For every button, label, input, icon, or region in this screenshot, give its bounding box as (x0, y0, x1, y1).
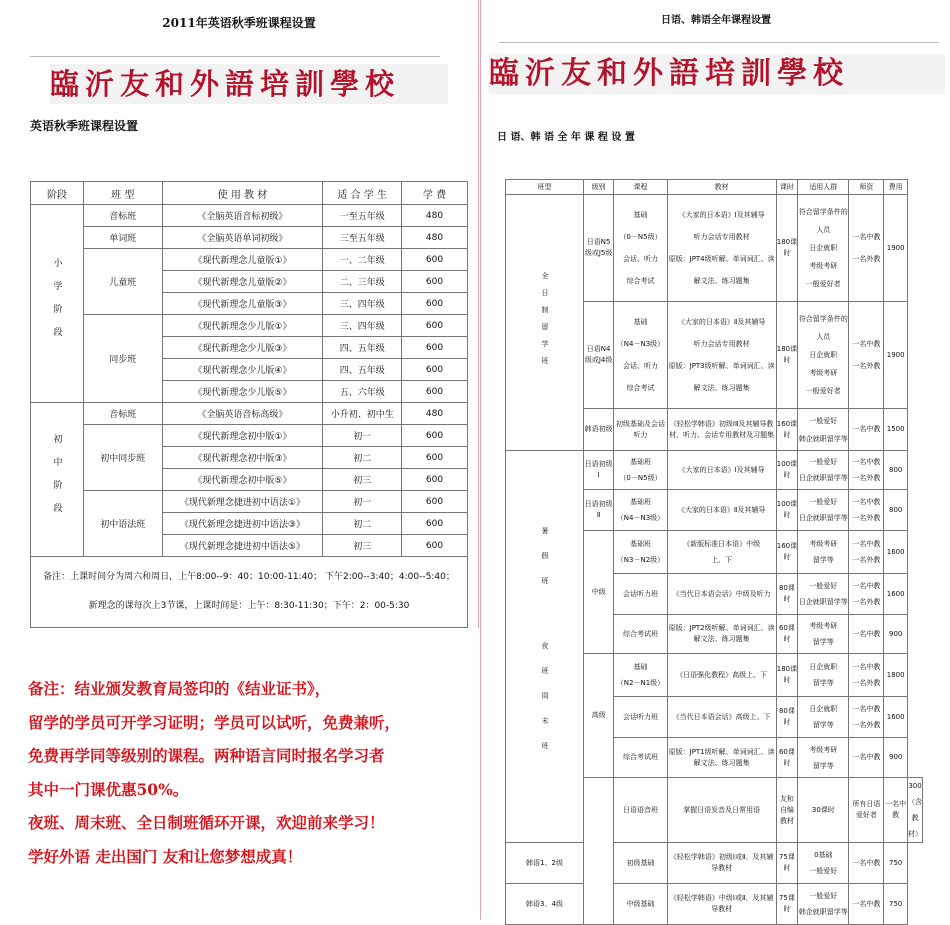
table-row (506, 843, 923, 884)
book-cell: 原版：JPT1级听解、单词词汇、读解文法、练习题集 (667, 738, 776, 778)
level-cell: 日语初级Ⅰ (584, 451, 614, 490)
course-cell: 掌握日语发音及日常用语 (667, 778, 776, 843)
course-cell: 基础 （N4－N3级） 会话、听力 综合考试 (614, 302, 668, 409)
type-cell: 儿童班 (84, 249, 163, 315)
col-type: 班 型 (84, 182, 163, 205)
grade-cell: 四、五年级 (323, 337, 402, 359)
fee-cell: 600 (402, 535, 468, 557)
people-cell: 考级考研 留学等 (798, 738, 849, 778)
table-row (31, 205, 468, 227)
schedule-note (31, 557, 468, 628)
level-cell: 日语N5级或J5级 (584, 195, 614, 302)
people-cell: 一般爱好 韩企就职留学等 (798, 884, 849, 925)
hours-cell: 100课时 (776, 451, 798, 490)
grade-cell: 初一 (323, 425, 402, 447)
class-type-cell: 全日制留学班 (506, 195, 584, 451)
table-row (31, 249, 468, 271)
level-cell: 高级 (584, 654, 614, 778)
fee-cell: 600 (402, 381, 468, 403)
grade-cell: 初一 (323, 491, 402, 513)
english-course-panel (0, 0, 479, 628)
people-cell: 所有日语爱好者 (849, 778, 884, 843)
fee-cell: 600 (402, 469, 468, 491)
book-cell: 《轻松学韩语》中级Ⅰ或Ⅱ、及其辅导教材 (667, 884, 776, 925)
fee-cell: 1800 (884, 654, 908, 697)
book-cell: 《现代新理念捷进初中语法③》 (162, 513, 323, 535)
teacher-cell: 一名中教 一名外教 (849, 574, 884, 615)
fee-cell: 480 (402, 205, 468, 227)
level-cell: 日语N4级或J4级 (584, 302, 614, 409)
table-header-row (31, 182, 468, 205)
course-cell: 基础班 （0－N5级） (614, 451, 668, 490)
teacher-cell: 一名中教 (849, 615, 884, 654)
fee-cell: 800 (884, 490, 908, 531)
fee-cell: 600 (402, 337, 468, 359)
level-cell: 韩语初级 (584, 409, 614, 451)
left-divider (30, 56, 440, 57)
people-cell: 符合留学条件的人员 日企就职 考级考研 一般爱好者 (798, 302, 849, 409)
japanese-korean-table (505, 179, 923, 925)
fee-cell: 600 (402, 249, 468, 271)
course-cell: 基础班 （N3－N2级） (614, 531, 668, 574)
hours-cell: 75课时 (776, 884, 798, 925)
grade-cell: 初二 (323, 513, 402, 535)
grade-cell: 一、二年级 (323, 249, 402, 271)
fee-cell: 1600 (884, 531, 908, 574)
left-section-title: 英语秋季班课程设置 (30, 119, 139, 133)
fee-cell: 600 (402, 491, 468, 513)
fee-cell: 480 (402, 227, 468, 249)
fee-cell: 1600 (884, 574, 908, 615)
col-grade: 适 合 学 生 (323, 182, 402, 205)
teacher-cell: 一名中教 一名外教 (849, 302, 884, 409)
type-cell: 初中同步班 (84, 425, 163, 491)
promo-line: 其中一门课优惠50%。 (28, 779, 189, 799)
fee-cell: 1500 (884, 409, 908, 451)
class-type-cell (506, 451, 584, 843)
course-cell: 初级基础及会话听力 (614, 409, 668, 451)
book-cell: 《现代新理念初中版①》 (162, 425, 323, 447)
class-type-cell (584, 778, 614, 925)
grade-cell: 五、六年级 (323, 381, 402, 403)
type-cell: 音标班 (84, 403, 163, 425)
people-cell: 日企就职 留学等 (798, 697, 849, 738)
level-cell: 日语初级Ⅱ (584, 490, 614, 531)
teacher-cell: 一名中教 (884, 778, 908, 843)
fee-cell: 600 (402, 315, 468, 337)
table-row (506, 884, 923, 925)
promo-line: 学好外语 走出国门 友和让您梦想成真！ (28, 846, 303, 866)
type-cell: 单词班 (84, 227, 163, 249)
book-cell: 《现代新理念捷进初中语法⑤》 (162, 535, 323, 557)
fee-cell: 800 (884, 451, 908, 490)
book-cell: 《大家的日本语》Ⅱ及其辅导 (667, 490, 776, 531)
people-cell: 符合留学条件的人员 日企就职 考级考研 一般爱好者 (798, 195, 849, 302)
table-row (31, 491, 468, 513)
book-cell: 《现代新理念儿童版③》 (162, 293, 323, 315)
hours-cell: 80课时 (776, 697, 798, 738)
fee-cell: 300 （含教材） (908, 778, 923, 843)
stage-cell: 小学阶段 (31, 205, 84, 403)
table-row (31, 425, 468, 447)
book-cell: 《大家的日本语》Ⅱ及其辅导 听力会话专用教材 原版：JPT3级听解、单词词汇、读解文法、练习题集 (667, 302, 776, 409)
grade-cell: 四、五年级 (323, 359, 402, 381)
teacher-cell: 一名中教 一名外教 (849, 195, 884, 302)
promo-line: 备注：结业颁发教育局签印的《结业证书》， (28, 679, 331, 698)
level-cell: 日语语音班 (614, 778, 668, 843)
right-section-title: 日 语、韩 语 全 年 课 程 设 置 (497, 132, 635, 143)
grade-cell: 三、四年级 (323, 293, 402, 315)
fee-cell: 600 (402, 293, 468, 315)
fee-cell: 1900 (884, 195, 908, 302)
hours-cell: 60课时 (776, 615, 798, 654)
teacher-cell: 一名中教 (849, 843, 884, 884)
col-stage: 阶段 (31, 182, 84, 205)
book-cell: 《现代新理念少儿版①》 (162, 315, 323, 337)
type-cell: 同步班 (84, 315, 163, 403)
type-cell: 初中语法班 (84, 491, 163, 557)
table-row (31, 315, 468, 337)
hours-cell: 160课时 (776, 409, 798, 451)
grade-cell: 二、三年级 (323, 271, 402, 293)
grade-cell: 三、四年级 (323, 315, 402, 337)
book-cell: 《大家的日本语》Ⅰ及其辅导 听力会话专用教材 原版：JPT4级听解、单词词汇、读解文法、练习题集 (667, 195, 776, 302)
type-cell: 音标班 (84, 205, 163, 227)
level-cell: 中级 (584, 531, 614, 654)
col-class-type: 班型 (506, 180, 584, 195)
table-row (506, 195, 923, 302)
hours-cell: 180课时 (776, 195, 798, 302)
teacher-cell: 一名中教 一名外教 (849, 697, 884, 738)
hours-cell: 30课时 (798, 778, 849, 843)
promo-line: 夜班、周末班、全日制班循环开课，欢迎前来学习！ (28, 813, 385, 832)
people-cell: 0基础 一般爱好 (798, 843, 849, 884)
table-row (31, 403, 468, 425)
book-cell: 友和自编教材 (776, 778, 798, 843)
col-fee: 费用 (884, 180, 908, 195)
course-cell: 综合考试班 (614, 738, 668, 778)
book-cell: 《现代新理念儿童版②》 (162, 271, 323, 293)
book-cell: 《轻松学韩语》初级ⅠⅡ及其辅导教材、听力、会话专用教材及习题集 (667, 409, 776, 451)
fee-cell: 600 (402, 425, 468, 447)
fee-cell: 1900 (884, 302, 908, 409)
col-book: 使 用 教 材 (162, 182, 323, 205)
book-cell: 《现代新理念初中版③》 (162, 447, 323, 469)
fee-cell: 480 (402, 403, 468, 425)
hours-cell: 60课时 (776, 738, 798, 778)
book-cell: 《现代新理念初中版⑤》 (162, 469, 323, 491)
people-cell: 一般爱好 日企就职留学等 (798, 574, 849, 615)
course-cell: 基础班 （N4－N3级） (614, 490, 668, 531)
teacher-cell: 一名中教 (849, 738, 884, 778)
grade-cell: 初三 (323, 535, 402, 557)
promo-line: 免费再学同等级别的课程。两种语言同时报名学习者 (28, 746, 385, 765)
people-cell: 一般爱好 日企就职留学等 (798, 490, 849, 531)
col-hours: 课时 (776, 180, 798, 195)
hours-cell: 80课时 (776, 574, 798, 615)
hours-cell: 160课时 (776, 531, 798, 574)
book-cell: 《新版标准日本语》中级 上、下 (667, 531, 776, 574)
book-cell: 《当代日本语会话》高级上、下 (667, 697, 776, 738)
col-teacher: 师资 (849, 180, 884, 195)
fee-cell: 600 (402, 359, 468, 381)
school-banner-left: 臨沂友和外語培訓學校 (50, 64, 448, 104)
book-cell: 《现代新理念少儿版④》 (162, 359, 323, 381)
level-cell: 韩语1、2级 (506, 843, 584, 884)
teacher-cell: 一名中教 一名外教 (849, 490, 884, 531)
book-cell: 原版：JPT2级听解、单词词汇、读解文法、练习题集 (667, 615, 776, 654)
teacher-cell: 一名中教 (849, 884, 884, 925)
teacher-cell: 一名中教 一名外教 (849, 451, 884, 490)
grade-cell: 一至五年级 (323, 205, 402, 227)
people-cell: 考级考研 留学等 (798, 615, 849, 654)
right-divider (499, 42, 939, 43)
people-cell: 一般爱好 日企就职留学等 (798, 451, 849, 490)
grade-cell: 初三 (323, 469, 402, 491)
course-cell: 综合考试班 (614, 615, 668, 654)
hours-cell: 75课时 (776, 843, 798, 884)
night-weekend-label: 夜班周末班 (541, 641, 549, 767)
book-cell: 《现代新理念捷进初中语法①》 (162, 491, 323, 513)
book-cell: 《当代日本语会话》中级及听力 (667, 574, 776, 615)
fee-cell: 900 (884, 738, 908, 778)
people-cell: 考级考研 留学等 (798, 531, 849, 574)
fee-cell: 600 (402, 447, 468, 469)
book-cell: 《全脑英语音标初级》 (162, 205, 323, 227)
fee-cell: 750 (884, 843, 908, 884)
col-course: 课程 (614, 180, 668, 195)
people-cell: 日企就职 留学等 (798, 654, 849, 697)
fee-cell: 600 (402, 513, 468, 535)
grade-cell: 小升初、初中生 (323, 403, 402, 425)
promo-notes (28, 672, 478, 873)
book-cell: 《大家的日本语》Ⅰ及其辅导 (667, 451, 776, 490)
table-row (31, 227, 468, 249)
book-cell: 《全脑英语音标高级》 (162, 403, 323, 425)
fee-cell: 750 (884, 884, 908, 925)
col-people: 适用人群 (798, 180, 849, 195)
grade-cell: 三至五年级 (323, 227, 402, 249)
japanese-korean-course-panel (480, 0, 950, 920)
people-cell: 一般爱好 韩企就职留学等 (798, 409, 849, 451)
col-level: 级别 (584, 180, 614, 195)
book-cell: 《轻松学韩语》初级Ⅰ或Ⅱ、及其辅导教材 (667, 843, 776, 884)
course-cell: 初级基础 (614, 843, 668, 884)
course-cell: 基础 （0－N5级） 会话、听力 综合考试 (614, 195, 668, 302)
school-banner-right: 臨沂友和外語培訓學校 (489, 54, 945, 94)
fee-cell: 1600 (884, 697, 908, 738)
left-doc-title: 2011年英语秋季班课程设置 (162, 16, 316, 30)
book-cell: 《现代新理念儿童版①》 (162, 249, 323, 271)
promo-line: 留学的学员可开学习证明；学员可以试听，免费兼听， (28, 712, 401, 732)
col-fee: 学 费 (402, 182, 468, 205)
hours-cell: 100课时 (776, 490, 798, 531)
teacher-cell: 一名中教 (849, 409, 884, 451)
note-row (31, 557, 468, 628)
col-book: 教材 (667, 180, 776, 195)
course-cell: 基础 （N2－N1级） (614, 654, 668, 697)
book-cell: 《全脑英语单词初级》 (162, 227, 323, 249)
teacher-cell: 一名中教 一名外教 (849, 531, 884, 574)
book-cell: 《日语强化教程》高级上、下 (667, 654, 776, 697)
hours-cell: 180课时 (776, 654, 798, 697)
course-cell: 中级基础 (614, 884, 668, 925)
fee-cell: 900 (884, 615, 908, 654)
right-doc-title: 日语、韩语全年课程设置 (661, 15, 771, 26)
schedule-note-line1: 备注：上课时间分为周六和周日，上午8:00--9：40；10:00-11:40； 下午2:00--3:40；4:00--5:40； (43, 572, 455, 582)
book-cell: 《现代新理念少儿版⑤》 (162, 381, 323, 403)
grade-cell: 初二 (323, 447, 402, 469)
level-cell: 韩语3、4级 (506, 884, 584, 925)
course-cell: 会话听力班 (614, 697, 668, 738)
summer-label: 暑假班 (541, 526, 549, 602)
english-course-table (30, 181, 468, 628)
fee-cell: 600 (402, 271, 468, 293)
book-cell: 《现代新理念少儿版③》 (162, 337, 323, 359)
table-row (506, 451, 923, 490)
schedule-note-line2: 新理念的课每次上3节课，上课时间是：上午：8:30-11:30；下午：2：00-5:30 (88, 601, 410, 611)
hours-cell: 180课时 (776, 302, 798, 409)
stage-cell: 初中阶段 (31, 403, 84, 557)
course-cell: 会话听力班 (614, 574, 668, 615)
teacher-cell: 一名中教 一名外教 (849, 654, 884, 697)
table-header-row (506, 180, 923, 195)
